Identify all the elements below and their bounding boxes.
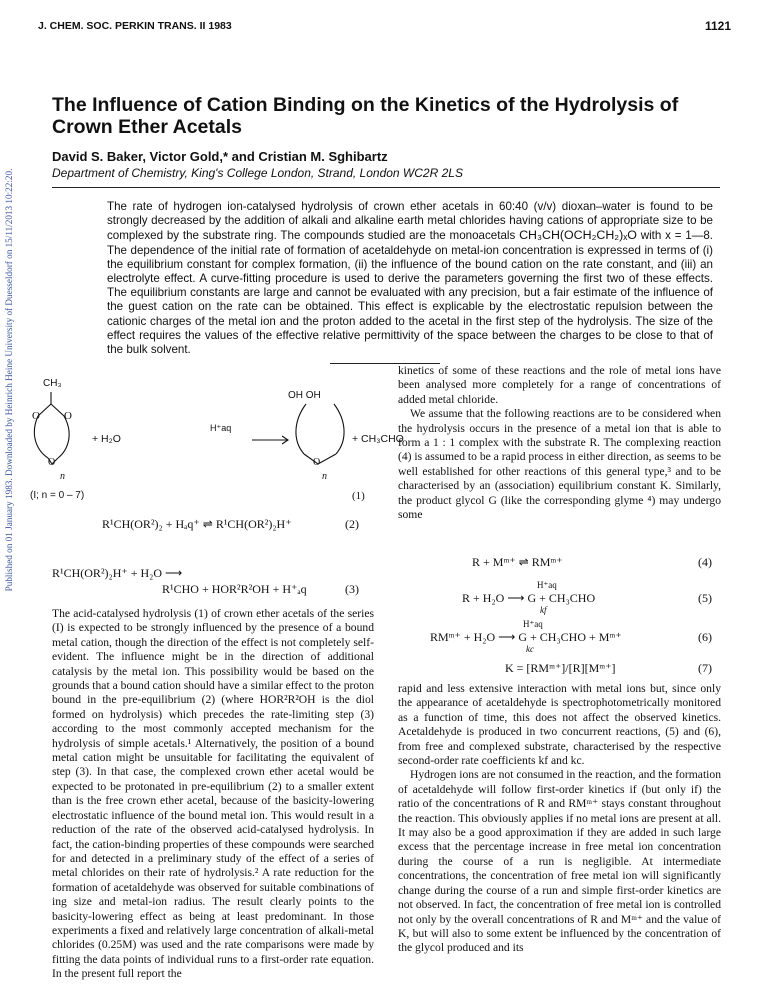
- acetal-formula: CH₃CH(OCH₂CH₂)ₓO: [519, 228, 637, 243]
- repeat-n-right: n: [322, 471, 327, 482]
- equation-3-rhs: R¹CHO + HOR²R²OH + H⁺ₐq: [162, 582, 307, 596]
- affiliation: Department of Chemistry, King's College London, Strand, London WC2R 2LS: [52, 166, 463, 180]
- right-paragraph-1: kinetics of some of these reactions and the role of metal ions have been analysed more completely for a range of concentrations of added metal chloride.: [398, 364, 721, 406]
- eq5-catalyst: H⁺aq: [537, 580, 557, 590]
- right-column: [398, 364, 721, 522]
- equation-number-7: (7): [698, 661, 712, 675]
- right-column-continued: [398, 682, 721, 956]
- ring-oxygen-left: O: [32, 410, 40, 422]
- equation-3-lhs: R¹CH(OR²)₂H⁺ + H₂O ⟶: [52, 566, 183, 580]
- plus-acetaldehyde: + CH₃CHO: [352, 433, 404, 445]
- left-column: [52, 607, 374, 982]
- equation-number-5: (5): [698, 591, 712, 605]
- eq5-rate-constant: kf: [540, 605, 547, 615]
- equation-5: R + H₂O ⟶ G + CH₃CHO: [462, 591, 596, 605]
- equation-6: RMᵐ⁺ + H₂O ⟶ G + CH₃CHO + Mᵐ⁺: [430, 630, 622, 644]
- right-paragraph-4: Hydrogen ions are not consumed in the reaction, and the formation of acetaldehyde will follow first-order kinetics if (but only if) the ratio of the concentrations of R and RMᵐ⁺ stays constant throughout the reaction. This obviously applies if no metal ions are present at all. It may also be a good approximation if they are added in such large excess that the percentage increase in free metal ion concentration during the course of a run is negligible. At intermediate concentrations, the concentration of free metal ion will significantly change during the course of a run and simple first-order kinetics are not observed. In fact, the concentration of free metal ion is controlled not only by the overall concentrations of R and Mᵐ⁺ and the value of K, but will also to some extent be influenced by the concentration of the glycol produced and its: [398, 768, 721, 955]
- ring-oxygen-bottom: O: [48, 457, 56, 468]
- equation-4: R + Mᵐ⁺ ⇌ RMᵐ⁺: [472, 555, 563, 569]
- running-header: [38, 20, 731, 34]
- abstract: The rate of hydrogen ion-catalysed hydrolysis of crown ether acetals in 60:40 (v/v) dioxan–water is found to be strongly decreased by the addition of alkali and alkaline earth metal chlorides having cations of appropriate size to be complexed by the substrate ring. The compounds studied are the monoacetals CH₃CH(OCH₂CH₂)ₓO with x = 1—8. The dependence of the initial rate of formation of acetaldehyde on metal-ion concentration is expressed in terms of (i) the equilibrium constant for complex formation, (ii) the influence of the bound cation on the rate constant, and (iii) an electrolyte effect. A curve-fitting procedure is used to derive the parameters governing the first two of these effects. The equilibrium constants are large and cannot be evaluated with any precision, but a fair estimate of the influence of the guest cation on the rate can be obtained. This effect is explicable by the electrostatic repulsion between the cationic charges of the metal ion and the proton added to the acetal in the first step of the hydrolysis. The size of the effect requires the values of the effective relative permittivity of the space between the charges to be close to that of the bulk solvent.: [107, 200, 713, 357]
- diol-oh-label: OH OH: [288, 390, 321, 401]
- equation-2: R¹CH(OR²)₂ + Hₐq⁺ ⇌ R¹CH(OR²)₂H⁺: [102, 517, 292, 531]
- left-column-paragraph: The acid-catalysed hydrolysis (1) of crown ether acetals of the series (I) is expected to be strongly influenced by the presence of a bound metal cation, though the direction of the effect is not completely self-evident. The influence might be in the direction of additional catalysis by the metal ion. This possibility would be based on the grounds that a bound cation should have a similar effect to the proton bound in the pre-equilibrium (2) (where HOR²R²OH is the diol formed on hydrolysis) which precedes the rate-limiting step (3) according to the most commonly accepted mechanism for the hydrolysis of simple acetals.¹ Alternatively, the position of a bound metal cation might be unsuitable for facilitating the equivalent of step (3). In that case, the complexed crown ether acetal would be expected to be protonated in pre-equilibrium (2) to a smaller extent than is the free crown ether acetal, because of the basicity-lowering electrostatic influence of the bound metal ion. This would result in a reduction of the rate of the observed acid-catalysed hydrolysis. In fact, the cation-binding properties of these compounds were searched for and detected in a preliminary study of the effect of a series of metal chlorides on their rate of hydrolysis.² A rate reduction for the formation of acetaldehyde was observed for suitable combinations of ing size and metal-ion radius. The result clearly points to the basicity-lowering effect as being at least predominant. In those experiments a fixed and relatively large concentration of alkali-metal chlorides (0.25M) was used and the rate comparisons were made by fitting the data points of individual runs to a first-order rate equation. In the present full report the: [52, 607, 374, 981]
- plus-water: + H₂O: [92, 433, 121, 445]
- reaction-scheme: [30, 378, 404, 508]
- eq6-catalyst: H⁺aq: [523, 619, 543, 629]
- equation-7: K = [RMᵐ⁺]/[R][Mᵐ⁺]: [505, 661, 616, 675]
- equation-number-6: (6): [698, 630, 712, 644]
- page-number: 1121: [704, 19, 731, 33]
- methyl-label: CH₃: [43, 378, 62, 389]
- equation-number-1: (1): [352, 490, 365, 502]
- repeat-n-left: n: [60, 471, 65, 482]
- author-list: David S. Baker, Victor Gold,* and Cristian M. Sghibartz: [52, 149, 388, 164]
- equation-number-3: (3): [345, 582, 359, 596]
- right-paragraph-3: rapid and less extensive interaction with metal ions but, since only the appearance of acetaldehyde is spectrophotometrically monitored as a function of time, this does not affect the observed kinetics. Acetaldehyde is produced in two concurrent reactions, (5) and (6), from free and complexed substrate, characterised by the respective second-order rate coefficients kf and kc.: [398, 682, 721, 768]
- equation-number-2: (2): [345, 517, 359, 531]
- journal-citation: J. CHEM. SOC. PERKIN TRANS. II 1983: [38, 20, 232, 32]
- ring-oxygen-product: O: [313, 457, 321, 468]
- download-watermark: Published on 01 January 1983. Downloaded by Heinrich Heine University of Duesseldorf on 15/11/2013 10:22:20.: [4, 168, 14, 592]
- eq6-rate-constant: kc: [526, 644, 534, 654]
- abstract-top-rule: [52, 187, 720, 188]
- compound-caption: (I; n = 0 – 7): [30, 490, 85, 501]
- paper-title: The Influence of Cation Binding on the Kinetics of the Hydrolysis of Crown Ether Acetals: [52, 94, 679, 138]
- equation-number-4: (4): [698, 555, 712, 569]
- right-paragraph-2: We assume that the following reactions are to be considered when the hydrolysis occurs in the presence of a metal ion that is able to form a 1 : 1 complex with the substrate R. The complexing reaction (4) is assumed to be a rapid process in either direction, as seems to be well established for other reactions of this general type,³ and to be characterised by an (association) equilibrium constant K. Similarly, the product glycol G (like the corresponding glyme ⁴) may undergo some: [398, 407, 721, 522]
- aq-proton-label: H⁺aq: [210, 423, 232, 433]
- ring-oxygen-right: O: [64, 410, 72, 422]
